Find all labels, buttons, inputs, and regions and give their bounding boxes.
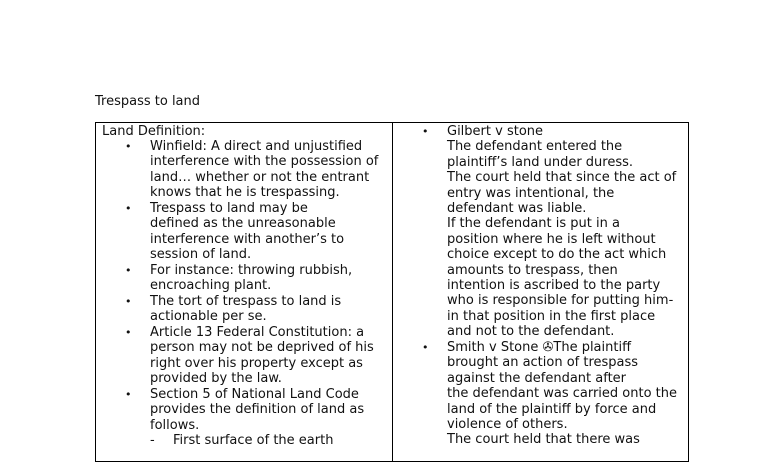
- text-line: person may not be deprived of his: [150, 340, 374, 356]
- text-line: The court held that since the act of: [447, 170, 677, 186]
- text-line: right over his property except as: [150, 355, 363, 371]
- bullet-point: •: [125, 295, 132, 308]
- sub-item-text: First surface of the earth: [173, 433, 334, 448]
- text-line: The court held that there was: [447, 432, 640, 448]
- text-line: defined as the unreasonable: [150, 216, 336, 232]
- column-divider: [392, 123, 393, 461]
- bullet-point: •: [125, 264, 132, 277]
- content-table: [95, 122, 689, 462]
- bullet-point: •: [125, 388, 132, 401]
- text-line: land of the plaintiff by force and: [447, 401, 657, 417]
- text-line: If the defendant is put in a: [447, 216, 620, 232]
- text-line: intention is ascribed to the party: [447, 278, 661, 293]
- text-line: knows that he is trespassing.: [150, 185, 340, 201]
- text-line: land… whether or not the entrant: [150, 169, 370, 185]
- text-line: interference with the possession of: [150, 154, 379, 170]
- text-line: violence of others.: [447, 417, 568, 432]
- text-line: The defendant entered the: [447, 139, 623, 155]
- text-line: Article 13 Federal Constitution: a: [150, 325, 365, 340]
- bullet-point: •: [125, 140, 132, 153]
- bullet-point: •: [125, 326, 132, 339]
- case-name-gilbert-v-stone: Gilbert v stone: [447, 124, 544, 139]
- text-line: encroaching plant.: [150, 278, 272, 294]
- text-line: plaintiff’s land under duress.: [447, 154, 634, 170]
- text-line: The tort of trespass to land is: [150, 294, 342, 309]
- text-line: entry was intentional, the: [447, 185, 615, 201]
- text-line: defendant was liable.: [447, 201, 587, 216]
- text-line: Winfield: A direct and unjustified: [150, 139, 363, 154]
- cell-title-land-definition: Land Definition:: [102, 124, 206, 139]
- sub-item-marker: -: [150, 433, 155, 448]
- case-name-smith-v-stone: Smith v Stone ✇The plaintiff: [447, 340, 632, 355]
- text-line: in that position in the first place: [447, 308, 656, 324]
- bullet-point: •: [422, 341, 429, 354]
- text-line: brought an action of trespass: [447, 355, 639, 371]
- text-line: interference with another’s to: [150, 231, 345, 247]
- text-line: Section 5 of National Land Code: [150, 387, 359, 402]
- text-line: For instance: throwing rubbish,: [150, 263, 353, 278]
- text-line: and not to the defendant.: [447, 324, 615, 340]
- text-line: actionable per se.: [150, 309, 267, 325]
- text-line: choice except to do the act which: [447, 247, 667, 263]
- text-line: the defendant was carried onto the: [447, 386, 678, 402]
- text-line: Trespass to land may be: [150, 201, 308, 216]
- text-line: provides the definition of land as: [150, 402, 365, 418]
- bullet-point: •: [422, 125, 429, 138]
- text-line: position where he is left without: [447, 231, 656, 247]
- text-line: amounts to trespass, then: [447, 262, 618, 278]
- bullet-point: •: [125, 202, 132, 215]
- text-line: provided by the law.: [150, 371, 282, 387]
- text-line: follows.: [150, 417, 200, 433]
- page-heading: Trespass to land: [95, 94, 201, 109]
- text-line: session of land.: [150, 247, 252, 263]
- text-line: who is responsible for putting him-: [447, 293, 674, 309]
- text-line: against the defendant after: [447, 370, 627, 386]
